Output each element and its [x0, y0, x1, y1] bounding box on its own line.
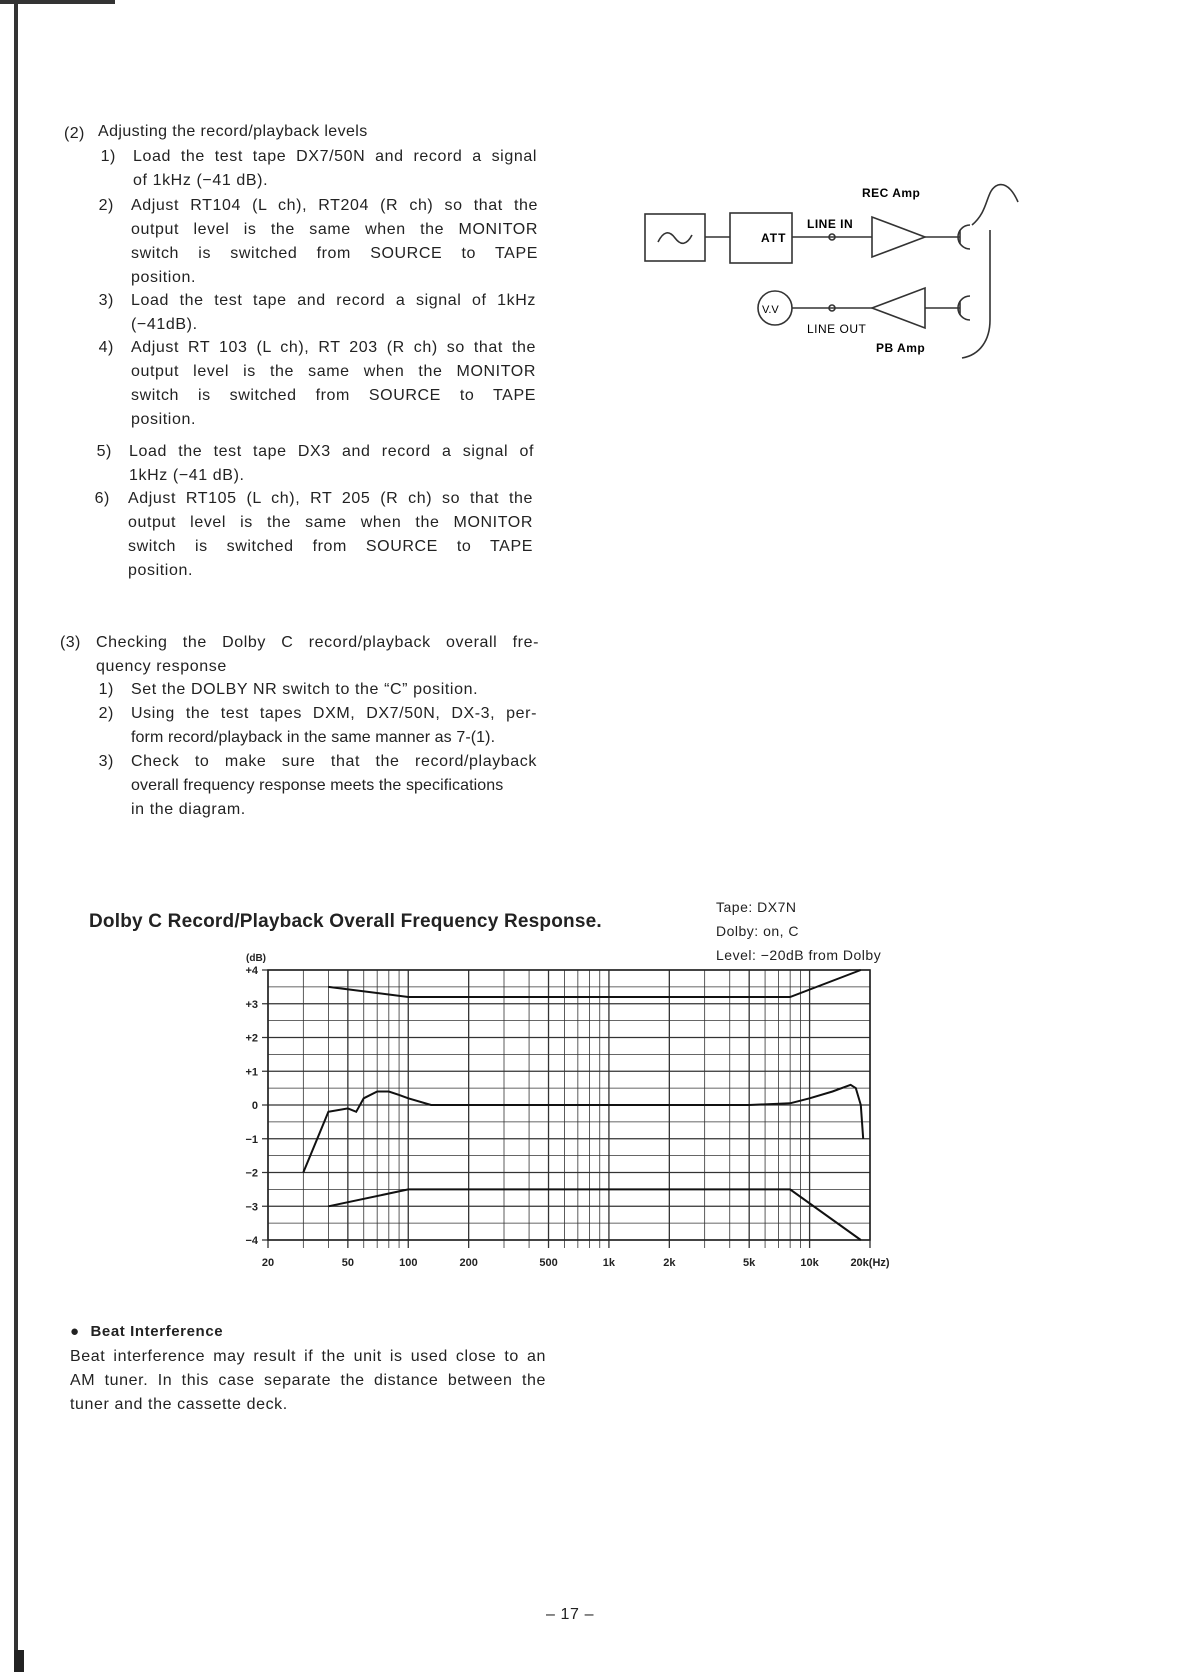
step-2-6-text	[128, 487, 533, 583]
text-line: position.	[131, 269, 196, 286]
vv-label: V.V	[762, 304, 779, 316]
text-line: Load the test tape DX3 and record a signal of	[129, 443, 534, 460]
text-line: overall frequency response meets the specifications	[131, 777, 504, 794]
text-line: Check to make sure that the record/playback	[131, 753, 537, 770]
step-2-3-text	[131, 289, 536, 337]
text-line: Load the test tape and record a signal of 1kHz	[131, 292, 536, 309]
section-3-marker: (3)	[60, 634, 81, 651]
step-3-3-text	[131, 750, 537, 822]
pb-amp-triangle	[872, 288, 925, 328]
text-line: switch is switched from SOURCE to TAPE	[128, 538, 533, 555]
x-tick-label: 1k	[602, 1257, 616, 1269]
x-tick-label: 2k	[663, 1257, 676, 1269]
text-line: of 1kHz (−41 dB).	[133, 172, 269, 189]
text-line: Using the test tapes DXM, DX7/50N, DX-3, per-	[131, 705, 537, 722]
step-2-3-number: 3)	[98, 292, 114, 309]
step-2-6-number: 6)	[94, 490, 110, 507]
y-tick-label: −3	[245, 1201, 258, 1214]
x-tick-label: 500	[539, 1257, 558, 1269]
level-info: Level: −20dB from Dolby	[716, 947, 882, 963]
text-line: output level is the same when the MONITOR	[128, 514, 533, 531]
beat-title: Beat Interference	[90, 1323, 224, 1340]
step-3-2-number: 2)	[98, 705, 114, 722]
page-binding-corner	[0, 0, 115, 4]
text-line: switch is switched from SOURCE to TAPE	[131, 387, 536, 404]
x-tick-label: 100	[399, 1257, 418, 1269]
text-line: switch is switched from SOURCE to TAPE	[131, 245, 538, 262]
page-binding-foot	[14, 1650, 24, 1672]
connection-diagram	[640, 180, 1040, 380]
step-2-5-number: 5)	[96, 443, 112, 460]
y-tick-label: −4	[245, 1235, 258, 1247]
text-line: in the diagram.	[131, 801, 246, 818]
text-line: Checking the Dolby C record/playback overall fre-	[96, 634, 539, 651]
page-binding-edge	[14, 0, 18, 1672]
text-line: Set the DOLBY NR switch to the “C” position.	[131, 681, 479, 698]
y-tick-label: −2	[245, 1167, 258, 1180]
tape-info: Tape: DX7N	[716, 899, 797, 915]
line-in-label: LINE IN	[807, 217, 854, 231]
series-line-response	[303, 1085, 863, 1173]
beat-text	[70, 1345, 546, 1417]
text-line: form record/playback in the same manner as 7-(1).	[131, 729, 496, 746]
step-2-2-text	[131, 194, 538, 290]
step-3-2-text	[131, 702, 537, 750]
step-3-1-text	[131, 678, 478, 702]
y-tick-label: +3	[245, 998, 258, 1011]
x-tick-label: 200	[459, 1257, 478, 1269]
x-tick-label: 10k	[800, 1257, 819, 1269]
y-axis-label: (dB)	[246, 953, 266, 964]
y-tick-label: +2	[245, 1032, 258, 1045]
text-line: quency response	[96, 658, 227, 675]
text-line: Load the test tape DX7/50N and record a signal	[133, 148, 537, 165]
text-line: Beat interference may result if the unit is used close to an	[70, 1348, 546, 1365]
x-tick-label: 5k	[743, 1257, 756, 1269]
y-tick-label: −1	[245, 1133, 258, 1146]
text-line: Adjust RT105 (L ch), RT 205 (R ch) so that the	[128, 490, 533, 507]
rec-amp-triangle	[872, 217, 925, 257]
sine-wave-icon	[658, 233, 692, 243]
beat-heading	[70, 1320, 223, 1344]
dolby-info: Dolby: on, C	[716, 923, 800, 939]
text-line: output level is the same when the MONITOR	[131, 221, 538, 238]
section-3-heading	[96, 631, 539, 679]
y-tick-label: +1	[245, 1066, 258, 1079]
text-line: output level is the same when the MONITOR	[131, 363, 536, 380]
frequency-response-chart	[220, 950, 940, 1290]
step-3-1-number: 1)	[98, 681, 114, 698]
text-line: position.	[128, 562, 193, 579]
x-tick-label: 20k(Hz)	[850, 1257, 890, 1269]
step-3-3-number: 3)	[98, 753, 114, 770]
page-number: – 17 –	[546, 1606, 595, 1623]
step-2-4-text	[131, 336, 536, 432]
line-out-label: LINE OUT	[807, 322, 867, 336]
section-2-heading: Adjusting the record/playback levels	[98, 123, 368, 140]
text-line: (−41dB).	[131, 316, 198, 333]
text-line: position.	[131, 411, 196, 428]
step-2-1-number: 1)	[100, 148, 116, 165]
text-line: Adjust RT104 (L ch), RT204 (R ch) so that the	[131, 197, 538, 214]
text-line: 1kHz (−41 dB).	[129, 467, 245, 484]
step-2-5-text	[129, 440, 534, 488]
y-tick-label: 0	[251, 1100, 258, 1112]
section-2-marker: (2)	[64, 125, 85, 142]
text-line: AM tuner. In this case separate the distance between the	[70, 1372, 546, 1389]
y-tick-label: +4	[245, 965, 258, 977]
x-tick-label: 20	[261, 1257, 275, 1269]
step-2-1-text	[133, 145, 537, 193]
pb-amp-label: PB Amp	[876, 341, 926, 355]
bullet-icon: ●	[70, 1323, 80, 1340]
text-line: Adjust RT 103 (L ch), RT 203 (R ch) so that the	[131, 339, 536, 356]
text-line: tuner and the cassette deck.	[70, 1396, 288, 1413]
x-tick-label: 50	[341, 1257, 354, 1269]
rec-amp-label: REC Amp	[862, 186, 921, 200]
att-label: ATT	[761, 231, 787, 245]
chart-title: Dolby C Record/Playback Overall Frequency Response.	[89, 911, 602, 932]
step-2-2-number: 2)	[98, 197, 114, 214]
step-2-4-number: 4)	[98, 339, 114, 356]
